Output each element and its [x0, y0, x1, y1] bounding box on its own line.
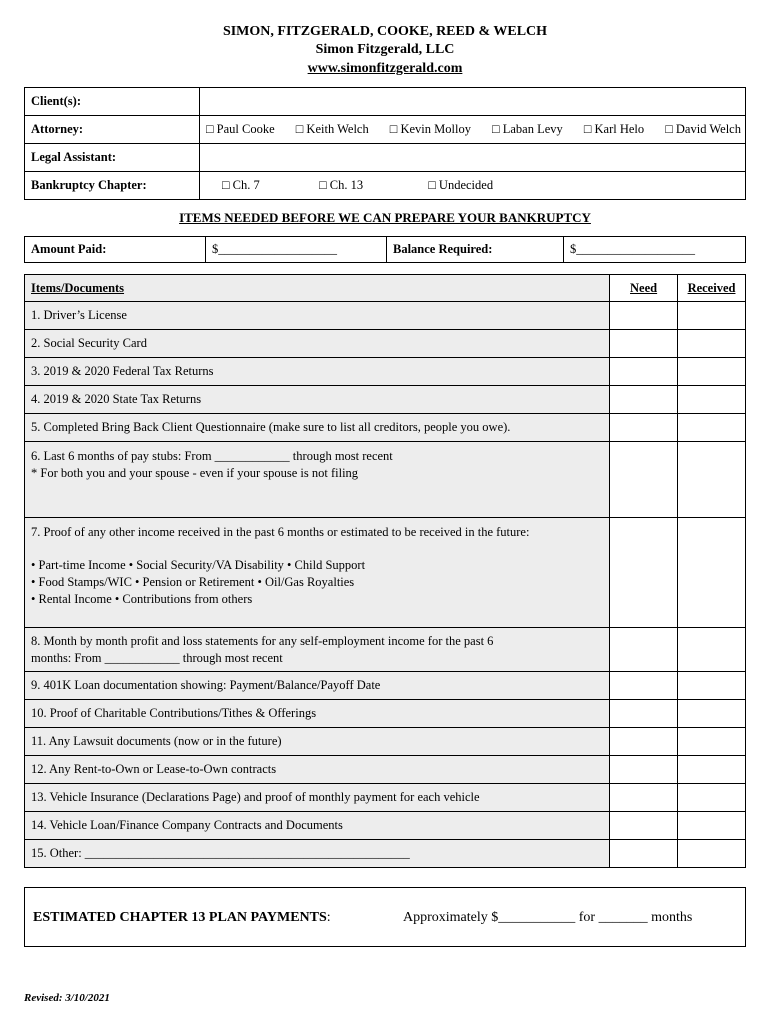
- received-checkbox[interactable]: [678, 672, 746, 700]
- item-profit-loss: [25, 628, 610, 672]
- firm-name: SIMON, FITZGERALD, COOKE, REED & WELCH: [222, 24, 548, 39]
- attorney-option-keith-welch[interactable]: □ Keith Welch: [295, 122, 369, 136]
- estimated-plan-label-text: ESTIMATED CHAPTER 13 PLAN PAYMENTS: [33, 910, 327, 925]
- item-charitable-contributions: 10. Proof of Charitable Contributions/Tithes & Offerings: [25, 700, 610, 728]
- item-other-income-line3: • Food Stamps/WIC • Pension or Retirement • Oil/Gas Royalties: [31, 575, 355, 589]
- item-social-security-card: 2. Social Security Card: [25, 330, 610, 358]
- payment-row: [25, 237, 746, 263]
- item-pay-stubs-line2: * For both you and your spouse - even if your spouse is not filing: [31, 466, 359, 480]
- chapter-option-ch7[interactable]: □ Ch. 7: [222, 178, 260, 192]
- need-checkbox[interactable]: [610, 518, 678, 628]
- need-checkbox[interactable]: [610, 302, 678, 330]
- chapter-option-undecided[interactable]: □ Undecided: [428, 178, 494, 192]
- chapter-row: [25, 172, 746, 200]
- received-checkbox[interactable]: [678, 386, 746, 414]
- received-checkbox[interactable]: [678, 302, 746, 330]
- revised-date: Revised: 3/10/2021: [24, 992, 110, 1004]
- legal-assistant-row: [25, 144, 746, 172]
- need-checkbox[interactable]: [610, 700, 678, 728]
- item-other[interactable]: 15. Other: ____________________________________________________: [25, 840, 610, 868]
- received-checkbox[interactable]: [678, 840, 746, 868]
- received-checkbox[interactable]: [678, 812, 746, 840]
- need-checkbox[interactable]: [610, 672, 678, 700]
- attorney-option-kevin-molloy[interactable]: □ Kevin Molloy: [389, 122, 471, 136]
- item-other-income-line2: • Part-time Income • Social Security/VA Disability • Child Support: [31, 558, 366, 572]
- table-row: [25, 414, 746, 442]
- table-row: [25, 330, 746, 358]
- amount-paid-field[interactable]: $___________________: [206, 237, 387, 263]
- table-row: [25, 756, 746, 784]
- received-checkbox[interactable]: [678, 700, 746, 728]
- received-checkbox[interactable]: [678, 784, 746, 812]
- item-profit-loss-line1: 8. Month by month profit and loss statements for any self-employment income for the past 6: [31, 633, 494, 648]
- table-row: [25, 700, 746, 728]
- client-field[interactable]: [200, 88, 746, 116]
- received-checkbox[interactable]: [678, 728, 746, 756]
- website-link[interactable]: www.simonfitzgerald.com: [307, 61, 463, 76]
- amount-paid-label: Amount Paid:: [25, 237, 206, 263]
- need-header: Need: [610, 275, 678, 302]
- estimated-plan-label: [33, 910, 331, 926]
- item-profit-loss-line2: months: From ____________ through most recent: [31, 650, 283, 665]
- attorney-label: Attorney:: [25, 116, 200, 144]
- items-table: [24, 274, 746, 868]
- item-401k-loan: 9. 401K Loan documentation showing: Payment/Balance/Payoff Date: [25, 672, 610, 700]
- table-row: [25, 358, 746, 386]
- chapter-options: [200, 172, 746, 200]
- need-checkbox[interactable]: [610, 812, 678, 840]
- legal-assistant-label: Legal Assistant:: [25, 144, 200, 172]
- attorney-option-laban-levy[interactable]: □ Laban Levy: [492, 122, 563, 136]
- table-row: [25, 672, 746, 700]
- items-header-row: [25, 275, 746, 302]
- item-drivers-license: 1. Driver’s License: [25, 302, 610, 330]
- attorney-row: [25, 116, 746, 144]
- need-checkbox[interactable]: [610, 756, 678, 784]
- item-vehicle-loan: 14. Vehicle Loan/Finance Company Contracts and Documents: [25, 812, 610, 840]
- legal-assistant-field[interactable]: [200, 144, 746, 172]
- received-checkbox[interactable]: [678, 330, 746, 358]
- attorney-options: [200, 116, 746, 144]
- estimated-plan-amount[interactable]: Approximately $___________ for _______ months: [403, 910, 693, 925]
- received-checkbox[interactable]: [678, 756, 746, 784]
- item-rent-to-own: 12. Any Rent-to-Own or Lease-to-Own contracts: [25, 756, 610, 784]
- estimated-plan-box: [24, 887, 746, 947]
- items-title: ITEMS NEEDED BEFORE WE CAN PREPARE YOUR BANKRUPTCY: [179, 210, 591, 225]
- need-checkbox[interactable]: [610, 840, 678, 868]
- table-row: [25, 728, 746, 756]
- item-lawsuit-documents: 11. Any Lawsuit documents (now or in the future): [25, 728, 610, 756]
- item-state-tax-returns: 4. 2019 & 2020 State Tax Returns: [25, 386, 610, 414]
- table-row: [25, 784, 746, 812]
- client-label: Client(s):: [25, 88, 200, 116]
- item-other-income-line1: 7. Proof of any other income received in the past 6 months or estimated to be received in the future:: [31, 525, 530, 539]
- item-other-income-line4: • Rental Income • Contributions from others: [31, 592, 253, 606]
- table-row: [25, 812, 746, 840]
- received-checkbox[interactable]: [678, 358, 746, 386]
- table-row: [25, 442, 746, 518]
- chapter-option-ch13[interactable]: □ Ch. 13: [319, 178, 364, 192]
- balance-required-field[interactable]: $___________________: [564, 237, 746, 263]
- payment-table: [24, 236, 746, 263]
- need-checkbox[interactable]: [610, 358, 678, 386]
- item-vehicle-insurance: 13. Vehicle Insurance (Declarations Page) and proof of monthly payment for each vehicle: [25, 784, 610, 812]
- chapter-label: Bankruptcy Chapter:: [25, 172, 200, 200]
- client-info-table: [24, 87, 746, 200]
- items-header: Items/Documents: [25, 275, 610, 302]
- firm-short-name: Simon Fitzgerald, LLC: [315, 42, 455, 57]
- need-checkbox[interactable]: [610, 386, 678, 414]
- attorney-option-david-welch[interactable]: □ David Welch: [665, 122, 741, 136]
- item-pay-stubs: [25, 442, 610, 518]
- client-row: [25, 88, 746, 116]
- table-row: [25, 628, 746, 672]
- received-checkbox[interactable]: [678, 628, 746, 672]
- received-checkbox[interactable]: [678, 414, 746, 442]
- received-header: Received: [678, 275, 746, 302]
- table-row: [25, 518, 746, 628]
- received-checkbox[interactable]: [678, 518, 746, 628]
- need-checkbox[interactable]: [610, 628, 678, 672]
- need-checkbox[interactable]: [610, 784, 678, 812]
- balance-required-label: Balance Required:: [387, 237, 564, 263]
- need-checkbox[interactable]: [610, 414, 678, 442]
- need-checkbox[interactable]: [610, 442, 678, 518]
- received-checkbox[interactable]: [678, 442, 746, 518]
- firm-website[interactable]: [0, 61, 770, 77]
- need-checkbox[interactable]: [610, 330, 678, 358]
- item-pay-stubs-line1: 6. Last 6 months of pay stubs: From ____________ through most recent: [31, 449, 393, 463]
- item-other-income: [25, 518, 610, 628]
- item-federal-tax-returns: 3. 2019 & 2020 Federal Tax Returns: [25, 358, 610, 386]
- table-row: [25, 840, 746, 868]
- estimated-plan-colon: :: [326, 910, 331, 925]
- table-row: [25, 386, 746, 414]
- table-row: [25, 302, 746, 330]
- item-client-questionnaire: 5. Completed Bring Back Client Questionnaire (make sure to list all creditors, people you owe).: [25, 414, 610, 442]
- need-checkbox[interactable]: [610, 728, 678, 756]
- attorney-option-paul-cooke[interactable]: □ Paul Cooke: [206, 122, 275, 136]
- attorney-option-karl-helo[interactable]: □ Karl Helo: [583, 122, 645, 136]
